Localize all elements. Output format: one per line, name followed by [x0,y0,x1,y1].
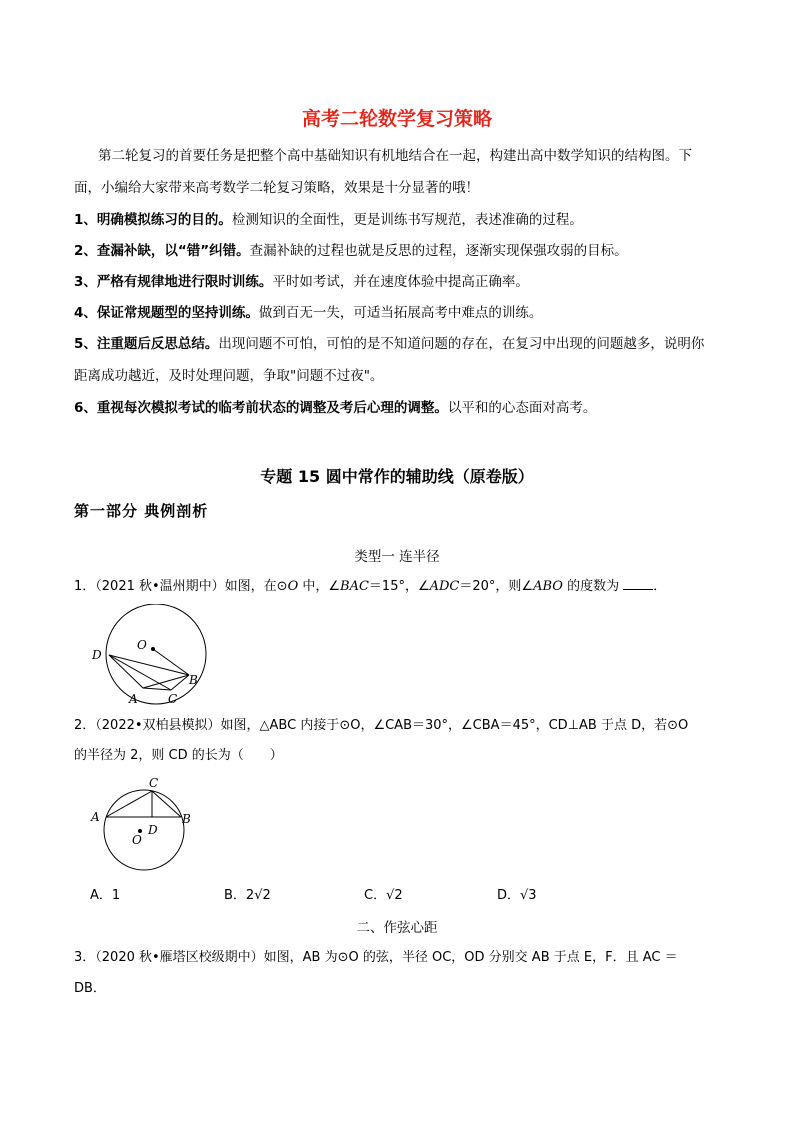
strategy-point-5 [74,334,724,354]
question-3-line-2: DB． [74,981,106,996]
q1-var: BAC [340,579,369,594]
q1-text: 1．（2021 秋•温州期中）如图，在⊙ [74,579,288,594]
point-bold: 1、明确模拟练习的目的。 [74,212,232,228]
q2-circle-figure [86,776,201,876]
label-b: B [182,812,191,826]
question-2-line-2: 的半径为 2，则 CD 的长为（ ） [74,748,283,763]
label-d: D [92,648,102,662]
type1-heading: 类型一 连半径 [354,549,440,565]
segment-ac [106,791,152,817]
point-text: 检测知识的全面性，更是训练书写规范，表述准确的过程。 [231,212,583,228]
option-label: D． [497,888,521,903]
strategy-point-3 [74,272,724,292]
label-c: C [168,692,178,706]
strategy-point-2 [74,241,724,261]
option-value: √3 [520,888,537,903]
segment-db [109,655,189,675]
intro-line-2: 面，小编给大家带来高考数学二轮复习策略，效果是十分显著的哦！ [74,180,479,196]
point-text: 出现问题不可怕，可怕的是不知道问题的存在，在复习中出现的问题越多，说明你 [218,336,705,352]
point-bold: 5、注重题后反思总结。 [74,336,219,352]
label-o: O [137,638,147,652]
part-title: 第一部分 典例剖析 [74,502,209,520]
q1-text: 的度数为 [562,579,624,594]
intro-line-1: 第二轮复习的首要任务是把整个高中基础知识有机地结合在一起，构建出高中数学知识的结构图。下 [98,148,692,164]
option-label: A． [90,888,112,903]
q1-var: O [287,579,299,594]
label-c: C [149,776,159,790]
option-label: B． [224,888,246,903]
strategy-point-4 [74,303,724,323]
center-point [151,647,155,651]
point-bold: 2、查漏补缺，以“错”纠错。 [74,243,250,259]
segment-cb [152,791,181,817]
strategy-point-1 [74,210,724,230]
option-value: 1 [111,888,121,903]
point-text: 以平和的心态面对高考。 [447,400,597,416]
answer-blank[interactable] [623,577,653,590]
q1-circle-figure [86,604,216,712]
label-b: B [189,673,198,687]
question-1 [74,574,726,600]
label-o: O [132,833,142,847]
label-a: A [129,692,138,706]
page-title: 高考二轮数学复习策略 [301,108,492,130]
option-label: C． [364,888,387,903]
q1-var: ABO [533,579,563,594]
option-d[interactable] [497,884,537,903]
strategy-point-6 [74,398,724,418]
label-a: A [91,810,100,824]
option-a[interactable] [90,884,120,903]
segment-ab [143,675,189,688]
option-value: √2 [386,888,403,903]
topic-title: 专题 15 圆中常作的辅助线（原卷版） [260,467,534,486]
segment-ac [143,688,171,690]
point-text: 查漏补缺的过程也就是反思的过程，逐渐实现保强攻弱的目标。 [249,243,628,259]
question-2-line-1: 2．（2022•双柏县模拟）如图，△ABC 内接于⊙O，∠CAB＝30°，∠CBA＝45°，CD⊥AB 于点 D，若⊙O [74,718,689,733]
option-c[interactable] [364,884,403,903]
q1-text: ． [653,579,667,594]
q1-text: ＝20°，则∠ [459,579,534,594]
point-text: 做到百无一失，可适当拓展高考中难点的训练。 [258,305,543,321]
type2-heading: 二、作弦心距 [356,920,438,936]
question-3-line-1: 3．（2020 秋•雁塔区校级期中）如图，AB 为⊙O 的弦，半径 OC，OD 分别交 AB 于点 E，F．且 AC ＝ [74,950,678,965]
point-bold: 3、严格有规律地进行限时训练。 [74,274,273,290]
option-value: 2√2 [245,888,271,903]
circle-outline [104,790,184,870]
q1-var: ADC [429,579,460,594]
option-b[interactable] [224,884,271,903]
q1-text: ＝15°，∠ [368,579,430,594]
point-bold: 4、保证常规题型的坚持训练。 [74,305,259,321]
segment-ob [153,649,189,675]
point-bold: 6、重视每次模拟考试的临考前状态的调整及考后心理的调整。 [74,400,448,416]
point-text: 平时如考试，并在速度体验中提高正确率。 [272,274,529,290]
label-d: D [148,823,158,837]
q1-text: 中，∠ [298,579,341,594]
strategy-point-5-continued: 距离成功越近，及时处理问题，争取"问题不过夜"。 [74,368,384,384]
